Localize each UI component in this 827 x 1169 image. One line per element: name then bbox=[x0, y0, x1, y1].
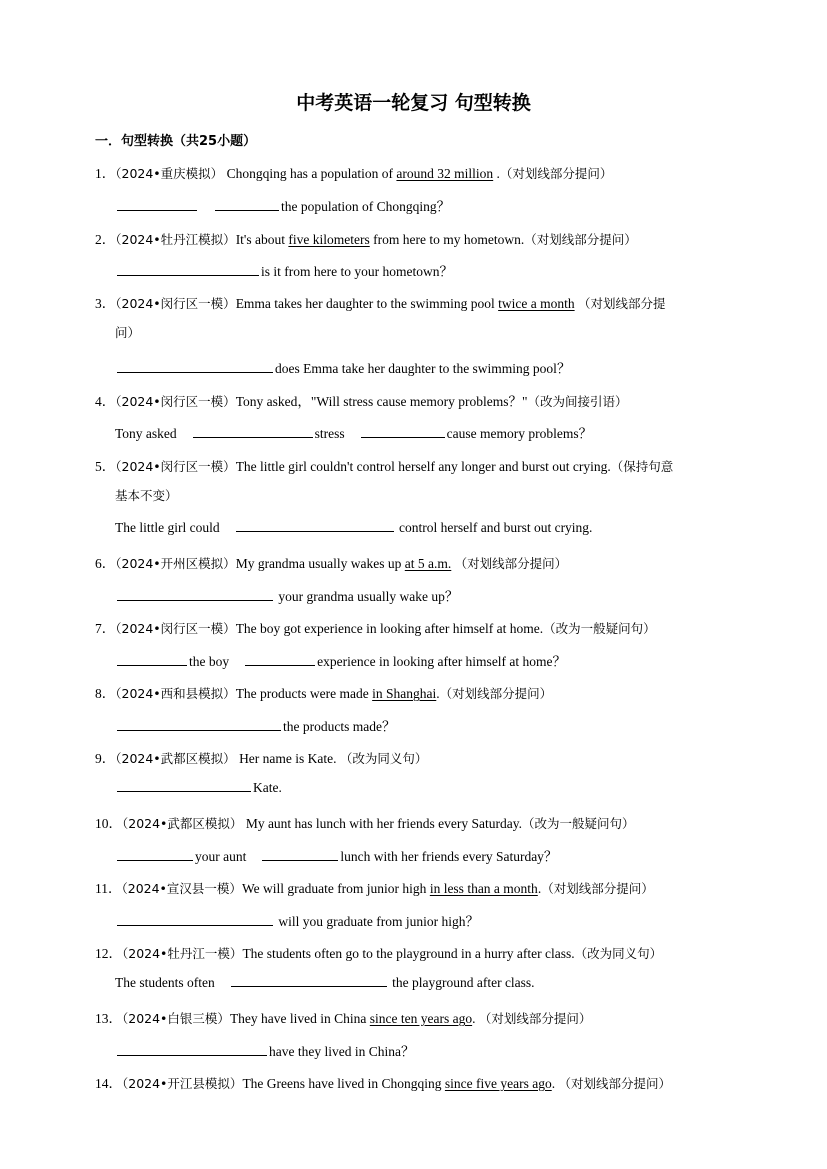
question-source: （2024•西和县模拟） bbox=[115, 686, 236, 701]
question-text: The little girl could bbox=[115, 520, 220, 535]
underlined-phrase: five kilometers bbox=[288, 232, 370, 247]
question-text: is it from here to your hometown？ bbox=[261, 264, 453, 279]
answer-4 bbox=[115, 422, 592, 442]
question-source: （2024•牡丹江模拟） bbox=[115, 232, 236, 247]
question-text: It's about bbox=[235, 232, 289, 247]
underlined-phrase: since ten years ago bbox=[369, 1011, 473, 1026]
answer-2 bbox=[115, 260, 453, 280]
question-text: Her name is Kate. bbox=[235, 751, 337, 766]
instruction: （改为一般疑问句） bbox=[543, 621, 656, 636]
blank[interactable] bbox=[117, 371, 273, 373]
answer-3 bbox=[115, 357, 570, 377]
question-text: . bbox=[493, 166, 500, 181]
question-text: Tony asked，"Will stress cause memory problems？" bbox=[235, 394, 528, 409]
answer-13 bbox=[115, 1040, 414, 1060]
blank[interactable] bbox=[117, 859, 193, 861]
question-text: the products made？ bbox=[283, 719, 396, 734]
blank[interactable] bbox=[236, 530, 394, 532]
question-text: 6． bbox=[95, 556, 116, 571]
question-text: My grandma usually wakes up bbox=[235, 556, 405, 571]
blank[interactable] bbox=[117, 924, 273, 926]
question-text: your grandma usually wake up？ bbox=[278, 589, 459, 604]
instruction: （对划线部分提问） bbox=[454, 556, 568, 571]
question-text: stress bbox=[314, 426, 345, 441]
question-text: . bbox=[436, 686, 440, 701]
instruction: （对划线部分提问） bbox=[541, 881, 654, 896]
question-1 bbox=[95, 162, 612, 182]
question-8 bbox=[95, 682, 552, 702]
question-text: The little girl couldn't control herself any longer and burst out crying. bbox=[235, 459, 611, 474]
instruction: （改为一般疑问句） bbox=[522, 816, 635, 831]
answer-10 bbox=[115, 845, 557, 865]
answer-11 bbox=[115, 910, 479, 930]
question-text: does Emma take her daughter to the swimming pool？ bbox=[275, 361, 571, 376]
answer-8 bbox=[115, 715, 395, 735]
question-2 bbox=[95, 228, 637, 248]
question-source: （2024•闵行区一模） bbox=[115, 394, 236, 409]
question-number: 1． bbox=[95, 166, 116, 181]
page-title: 中考英语一轮复习 句型转换 bbox=[296, 92, 531, 114]
question-10 bbox=[95, 812, 635, 832]
instruction: 基本不变） bbox=[115, 488, 178, 503]
answer-7 bbox=[115, 650, 566, 670]
instruction: （对划线部分提 bbox=[578, 296, 666, 311]
instruction: （对划线部分提问） bbox=[439, 686, 553, 701]
question-5-continued bbox=[115, 486, 178, 504]
question-text: We will graduate from junior high bbox=[241, 881, 430, 896]
instruction: （对划线部分提问） bbox=[524, 232, 637, 247]
question-text: have they lived in China？ bbox=[269, 1044, 415, 1059]
blank[interactable] bbox=[117, 790, 251, 792]
blank[interactable] bbox=[231, 985, 387, 987]
question-5 bbox=[95, 455, 673, 475]
question-text: My aunt has lunch with her friends every Saturday. bbox=[242, 816, 522, 831]
instruction: （保持句意 bbox=[610, 459, 674, 474]
instruction: （对划线部分提问） bbox=[478, 1011, 592, 1026]
question-14 bbox=[95, 1072, 671, 1092]
answer-1 bbox=[115, 195, 450, 215]
instruction: （对划线部分提问） bbox=[558, 1076, 671, 1091]
question-text: 7． bbox=[95, 621, 116, 636]
question-text: The boy got experience in looking after himself at home. bbox=[235, 621, 544, 636]
answer-9 bbox=[115, 780, 282, 796]
question-text: 2． bbox=[95, 232, 116, 247]
question-text: 8． bbox=[95, 686, 116, 701]
instruction: （改为间接引语） bbox=[527, 394, 628, 409]
question-text: 10． bbox=[95, 816, 122, 831]
blank[interactable] bbox=[117, 729, 281, 731]
answer-6 bbox=[115, 585, 458, 605]
question-11 bbox=[95, 877, 654, 897]
question-source: （2024•闵行区一模） bbox=[115, 459, 236, 474]
question-source: （2024•白银三模） bbox=[122, 1011, 230, 1026]
underlined-phrase: at 5 a.m. bbox=[404, 556, 452, 571]
question-text: 9． bbox=[95, 751, 116, 766]
instruction: （改为同义句） bbox=[574, 946, 663, 961]
question-7 bbox=[95, 617, 656, 637]
question-text: The products were made bbox=[235, 686, 373, 701]
blank[interactable] bbox=[117, 209, 197, 211]
section-heading: 一．句型转换（共25小题） bbox=[95, 134, 257, 149]
blank[interactable] bbox=[117, 1054, 267, 1056]
question-source: （2024•武都区模拟） bbox=[115, 751, 236, 766]
blank[interactable] bbox=[245, 664, 315, 666]
question-source: （2024•重庆模拟） bbox=[115, 166, 224, 181]
answer-12 bbox=[115, 975, 535, 991]
question-text: The Greens have lived in Chongqing bbox=[242, 1076, 445, 1091]
question-source: （2024•闵行区一模） bbox=[115, 621, 236, 636]
instruction: 问） bbox=[115, 325, 141, 340]
question-text: 14． bbox=[95, 1076, 122, 1091]
question-text: from here to my hometown. bbox=[369, 232, 525, 247]
question-text: control herself and burst out crying. bbox=[398, 520, 593, 535]
underlined-phrase: around 32 million bbox=[396, 166, 494, 181]
underlined-phrase: twice a month bbox=[498, 296, 575, 311]
underlined-phrase: in Shanghai bbox=[372, 686, 437, 701]
question-text: They have lived in China bbox=[229, 1011, 370, 1026]
question-3 bbox=[95, 292, 666, 312]
question-text: the playground after class. bbox=[392, 975, 535, 990]
blank[interactable] bbox=[262, 859, 338, 861]
question-text: 13． bbox=[95, 1011, 122, 1026]
underlined-phrase: in less than a month bbox=[429, 881, 538, 896]
question-source: （2024•开江县模拟） bbox=[122, 1076, 243, 1091]
question-text: your aunt bbox=[195, 849, 247, 864]
instruction: （改为同义句） bbox=[339, 751, 428, 766]
question-text: the boy bbox=[189, 654, 230, 669]
question-text: 5． bbox=[95, 459, 116, 474]
question-source: （2024•牡丹江一模） bbox=[122, 946, 243, 961]
question-text: the population of Chongqing？ bbox=[281, 199, 451, 214]
question-text: Chongqing has a population of bbox=[223, 166, 397, 181]
question-12 bbox=[95, 942, 662, 962]
blank[interactable] bbox=[117, 274, 259, 276]
question-text: . bbox=[551, 1076, 556, 1091]
answer-5 bbox=[115, 520, 592, 536]
question-13 bbox=[95, 1007, 591, 1027]
question-text: will you graduate from junior high？ bbox=[278, 914, 479, 929]
question-6 bbox=[95, 552, 567, 572]
question-text: The students often bbox=[115, 975, 215, 990]
blank[interactable] bbox=[117, 664, 187, 666]
question-4 bbox=[95, 390, 628, 410]
question-text: . bbox=[537, 881, 542, 896]
question-text: Tony asked bbox=[115, 426, 177, 441]
question-text: experience in looking after himself at home？ bbox=[317, 654, 567, 669]
question-source: （2024•宣汉县一模） bbox=[121, 881, 242, 896]
question-text: cause memory problems？ bbox=[446, 426, 593, 441]
question-text: 12． bbox=[95, 946, 122, 961]
question-source: （2024•武都区模拟） bbox=[122, 816, 243, 831]
question-text: . bbox=[472, 1011, 476, 1026]
question-text: 11． bbox=[95, 881, 122, 896]
instruction: （对划线部分提问） bbox=[499, 166, 613, 181]
blank[interactable] bbox=[117, 599, 273, 601]
question-9 bbox=[95, 747, 427, 767]
blank[interactable] bbox=[193, 436, 313, 438]
question-text: lunch with her friends every Saturday？ bbox=[340, 849, 558, 864]
question-source: （2024•闵行区一模） bbox=[115, 296, 236, 311]
question-text: 4． bbox=[95, 394, 116, 409]
question-text: Kate. bbox=[253, 780, 282, 795]
question-text: The students often go to the playground in a hurry after class. bbox=[242, 946, 575, 961]
question-text: 3． bbox=[95, 296, 116, 311]
question-3-continued bbox=[115, 323, 140, 341]
blank[interactable] bbox=[361, 436, 445, 438]
blank[interactable] bbox=[215, 209, 279, 211]
question-source: （2024•开州区模拟） bbox=[115, 556, 236, 571]
question-text: Emma takes her daughter to the swimming pool bbox=[235, 296, 499, 311]
underlined-phrase: since five years ago bbox=[444, 1076, 552, 1091]
